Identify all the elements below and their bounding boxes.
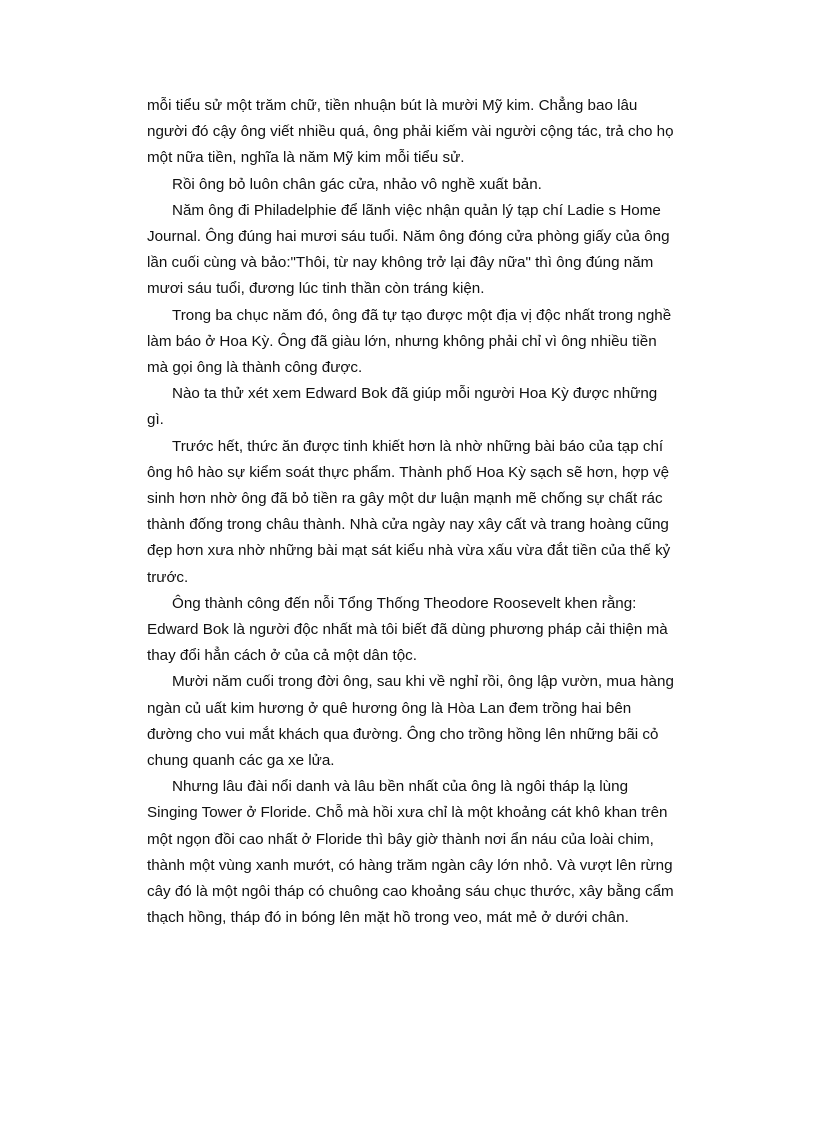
paragraph-8: Mười năm cuối trong đời ông, sau khi về nghỉ rồi, ông lập vườn, mua hàng ngàn củ uất kim hương ở quê hương ông là Hòa Lan đem trồng hai bên đường cho vui mắt khách qua đường. Ông cho trồng hồng lên những bãi cỏ chung quanh các ga xe lửa. <box>147 673 674 770</box>
paragraph-5: Nào ta thử xét xem Edward Bok đã giúp mỗi người Hoa Kỳ được những gì. <box>147 385 658 429</box>
paragraph-1: mỗi tiểu sử một trăm chữ, tiền nhuận bút là mười Mỹ kim. Chẳng bao lâu người đó cậy ông viết nhiều quá, ông phải kiếm vài người cộng tác, trả cho họ một nữa tiền, nghĩa là năm Mỹ kim mỗi tiểu sử. <box>147 97 674 167</box>
paragraph-9: Nhưng lâu đài nổi danh và lâu bền nhất của ông là ngôi tháp lạ lùng Singing Tower ở Floride. Chỗ mà hồi xưa chỉ là một khoảng cát khô khan trên một ngọn đồi cao nhất ở Floride thì bây giờ thành nơi ẩn náu của loài chim, thành một vùng xanh mướt, có hàng trăm ngàn cây lớn nhỏ. Và vượt lên rừng cây đó là một ngôi tháp có chuông cao khoảng sáu chục thước, xây bằng cẩm thạch hồng, tháp đó in bóng lên mặt hồ trong veo, mát mẻ ở dưới chân. <box>147 778 674 927</box>
body-text <box>147 93 677 932</box>
paragraph-6: Trước hết, thức ăn được tinh khiết hơn là nhờ những bài báo của tạp chí ông hô hào sự kiểm soát thực phẩm. Thành phố Hoa Kỳ sạch sẽ hơn, hợp vệ sinh hơn nhờ ông đã bỏ tiền ra gây một dư luận mạnh mẽ chống sự chất rác thành đống trong châu thành. Nhà cửa ngày nay xây cất và trang hoàng cũng đẹp hơn xưa nhờ những bài mạt sát kiểu nhà vừa xấu vừa đắt tiền của thế kỷ trước. <box>147 437 671 586</box>
paragraph-2: Rồi ông bỏ luôn chân gác cửa, nhảo vô nghề xuất bản. <box>172 175 542 193</box>
paragraph-3: Năm ông đi Philadelphie để lãnh việc nhận quản lý tạp chí Ladie s Home Journal. Ông đúng hai mươi sáu tuổi. Năm ông đóng cửa phòng giấy của ông lần cuối cùng và bảo:"Thôi, từ nay không trở lại đây nữa" thì ông đúng năm mươi sáu tuổi, đương lúc tinh thần còn tráng kiện. <box>147 201 670 298</box>
paragraph-4: Trong ba chục năm đó, ông đã tự tạo được một địa vị độc nhất trong nghề làm báo ở Hoa Kỳ. Ông đã giàu lớn, nhưng không phải chỉ vì ông nhiều tiền mà gọi ông là thành công được. <box>147 306 672 377</box>
paragraph-7: Ông thành công đến nỗi Tổng Thống Theodore Roosevelt khen rằng: Edward Bok là người độc nhất mà tôi biết đã dùng phương pháp cải thiện mà thay đổi hẳn cách ở của cả một dân tộc. <box>147 594 668 665</box>
